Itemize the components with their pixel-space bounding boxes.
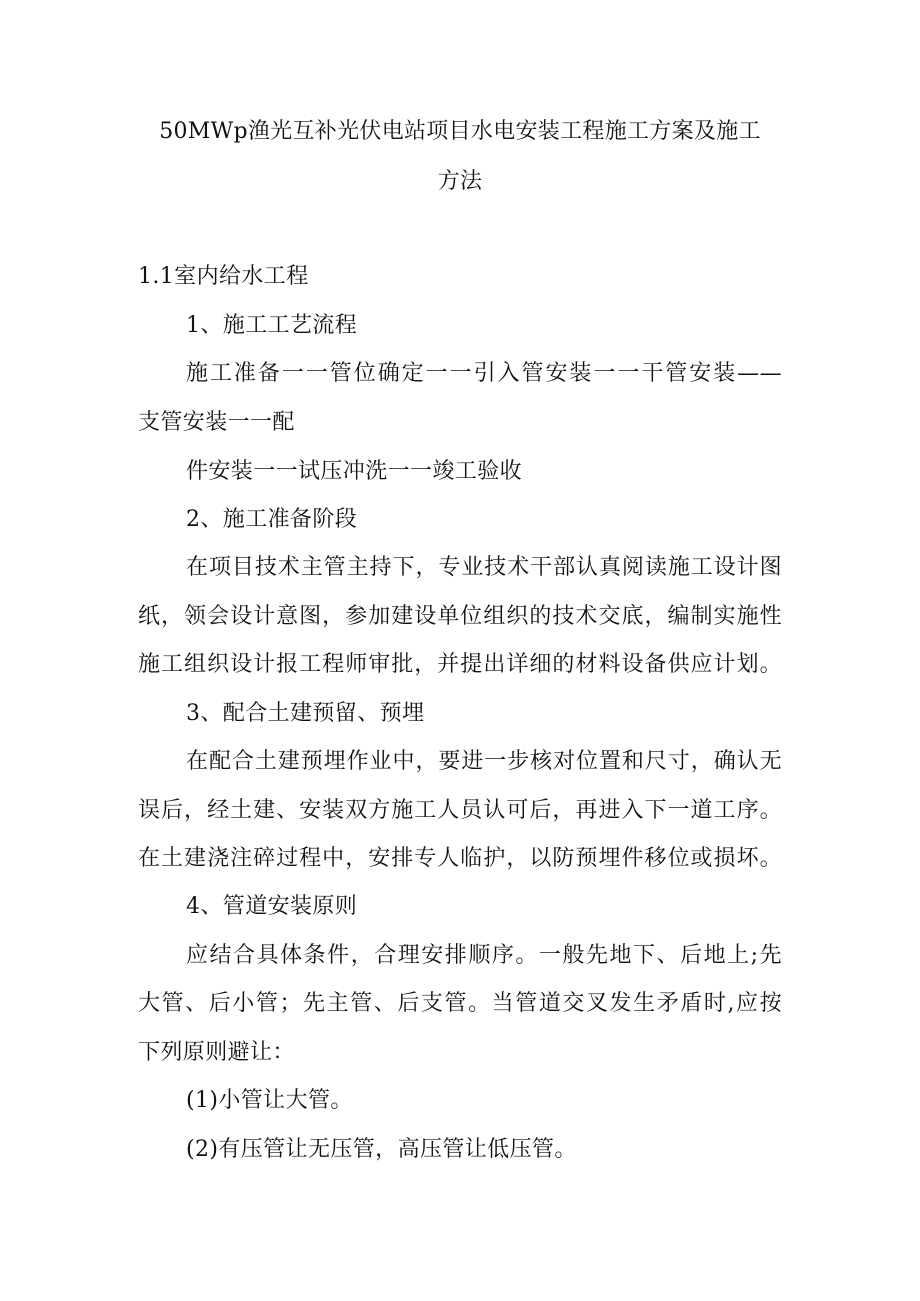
document-title-line-1: 50MWp渔光互补光伏电站项目水电安装工程施工方案及施工 xyxy=(159,119,761,144)
avoidance-rule-1: (1)小管让大管。 xyxy=(186,1088,353,1113)
avoidance-rule-2: (2)有压管让无压管，高压管让低压管。 xyxy=(186,1137,577,1162)
item4-heading: 4、管道安装原则 xyxy=(186,894,358,919)
item4-paragraph-line: 大管、后小管；先主管、后支管。当管道交叉发生矛盾时,应按 xyxy=(138,991,782,1016)
item1-heading: 1、施工工艺流程 xyxy=(186,313,358,338)
item3-heading: 3、配合土建预留、预埋 xyxy=(186,701,425,726)
item2-heading: 2、施工准备阶段 xyxy=(186,507,358,532)
item4-paragraph-line: 应结合具体条件，合理安排顺序。一般先地下、后地上;先 xyxy=(186,943,782,968)
item1-paragraph-line: 件安装一一试压冲洗一一竣工验收 xyxy=(186,459,523,484)
item2-paragraph-line: 施工组织设计报工程师审批，并提出详细的材料设备供应计划。 xyxy=(138,652,782,677)
document-title-line-2: 方法 xyxy=(437,169,483,194)
item3-paragraph-line: 在配合土建预埋作业中，要进一步核对位置和尺寸，确认无 xyxy=(186,749,782,774)
item2-paragraph-line: 在项目技术主管主持下，专业技术干部认真阅读施工设计图 xyxy=(186,555,782,580)
item1-paragraph-line: 支管安装一一配 xyxy=(138,410,295,435)
item4-paragraph-line: 下列原则避让： xyxy=(138,1040,295,1065)
item3-paragraph-line: 误后，经土建、安装双方施工人员认可后，再进入下一道工序。 xyxy=(138,798,782,823)
item3-paragraph-line: 在土建浇注碎过程中，安排专人临护，以防预埋件移位或损坏。 xyxy=(138,846,782,871)
item1-paragraph-line: 施工准备一一管位确定一一引入管安装一一干管安装—— xyxy=(186,361,782,386)
section-heading: 1.1室内给水工程 xyxy=(138,264,309,289)
item2-paragraph-line: 纸，领会设计意图，参加建设单位组织的技术交底，编制实施性 xyxy=(138,604,782,629)
